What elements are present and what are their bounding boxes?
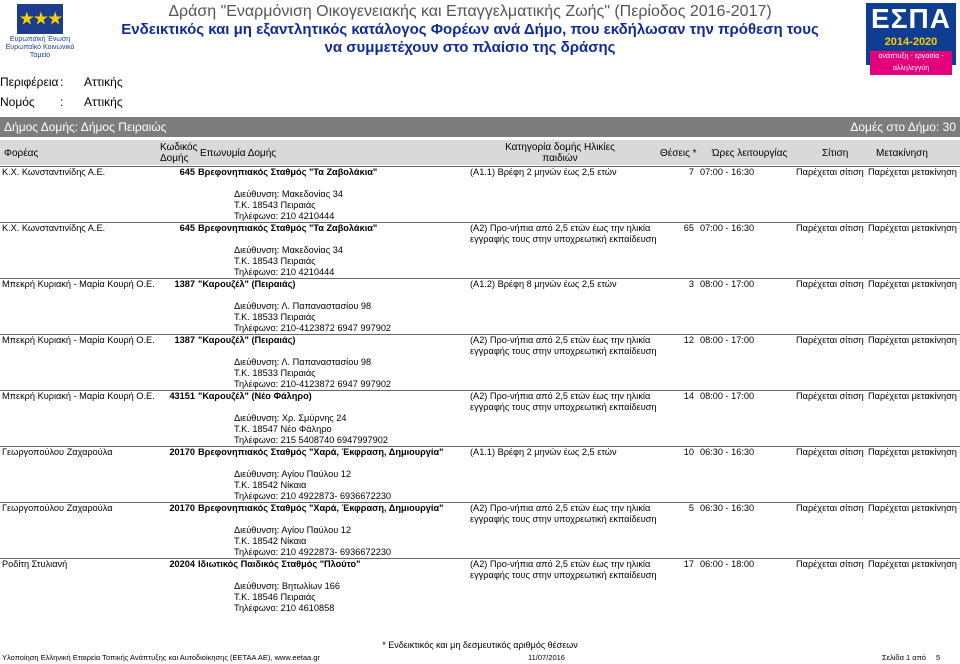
col-category: Κατηγορία δομής Ηλικίες παιδιών	[505, 142, 615, 164]
title-line-1: Δράση "Εναρμόνιση Οικογενειακής και Επαγγελματικής Ζωής" (Περίοδος 2016-2017)	[168, 3, 772, 20]
col-hours: Ώρες λειτουργίας	[712, 148, 788, 159]
title-line-2: Ενδεικτικός και μη εξαντλητικός κατάλογος Φορέων ανά Δήμο, που εκδήλωσαν την πρόθεση τους	[121, 21, 819, 38]
row-positions: 17	[670, 559, 700, 615]
col-name: Επωνυμία Δομής	[200, 148, 277, 159]
row-structure	[198, 503, 470, 559]
row-address: Διεύθυνση: Χρ. Σμύρνης 24	[234, 413, 347, 423]
row-structure-name: Βρεφονηπιακός Σταθμός "Χαρά, Έκφραση, Δημιουργία"	[198, 503, 444, 513]
row-code: 1387	[160, 335, 198, 391]
row-postal: Τ.Κ. 18546 Πειραιάς	[234, 592, 316, 602]
espa-title: ΕΣΠΑ	[871, 3, 951, 34]
espa-slogan: ανάπτυξη - εργασία - αλληλεγγύη	[870, 51, 952, 75]
row-category: (Α2) Προ-νήπια από 2,5 ετών έως την ηλικία εγγραφής τους στην υποχρεωτική εκπαίδευση	[470, 335, 670, 391]
row-positions: 14	[670, 391, 700, 447]
row-org: Μπεκρή Κυριακή - Μαρία Κουρή Ο.Ε.	[0, 391, 160, 447]
row-food: Παρέχεται σίτιση	[796, 447, 868, 503]
region-label: Περιφέρεια	[0, 75, 59, 89]
row-postal: Τ.Κ. 18533 Πειραιάς	[234, 312, 316, 322]
row-postal: Τ.Κ. 18542 Νίκαια	[234, 536, 307, 546]
row-org: Κ.Χ. Κωνσταντινίδης Α.Ε.	[0, 223, 160, 279]
row-structure-name: Ιδιωτικός Παιδικός Σταθμός "Πλούτο"	[198, 559, 361, 569]
row-address-block	[198, 189, 470, 222]
row-structure-name: Βρεφονηπιακός Σταθμός "Τα Ζαβολάκια"	[198, 223, 378, 233]
row-phone: Τηλέφωνο: 210 4210444	[234, 267, 335, 277]
row-transport: Παρέχεται μετακίνηση	[868, 559, 960, 615]
row-address: Διεύθυνση: Αγίου Παύλου 12	[234, 525, 352, 535]
row-structure	[198, 391, 470, 447]
row-org: Ροδίτη Στυλιανή	[0, 559, 160, 615]
row-positions: 3	[670, 279, 700, 335]
row-org: Γεωργοπούλου Ζαχαρούλα	[0, 447, 160, 503]
eu-logo	[4, 4, 76, 66]
row-positions: 10	[670, 447, 700, 503]
row-org: Κ.Χ. Κωνσταντινίδης Α.Ε.	[0, 167, 160, 223]
municipality-name: Δήμος Δομής: Δήμος Πειραιώς	[4, 120, 167, 134]
row-food: Παρέχεται σίτιση	[796, 223, 868, 279]
footer-credit: Υλοποίηση Ελληνική Εταιρεία Τοπικής Ανάπτυξης και Αυτοδιοίκησης (ΕΕΤΑΑ ΑΕ), www.eetaa.gr	[2, 653, 320, 662]
row-food: Παρέχεται σίτιση	[796, 167, 868, 223]
row-food: Παρέχεται σίτιση	[796, 391, 868, 447]
row-phone: Τηλέφωνο: 210 4210444	[234, 211, 335, 221]
municipality-bar	[0, 117, 960, 137]
table-row	[0, 447, 960, 503]
row-transport: Παρέχεται μετακίνηση	[868, 279, 960, 335]
col-food: Σίτιση	[822, 148, 849, 159]
row-phone: Τηλέφωνο: 210-4123872 6947 997902	[234, 323, 392, 333]
row-code: 43151	[160, 391, 198, 447]
row-org: Γεωργοπούλου Ζαχαρούλα	[0, 503, 160, 559]
title-line-3: να συμμετέχουν στο πλαίσιο της δράσης	[324, 39, 616, 56]
page-footer	[0, 653, 960, 664]
row-address-block	[198, 301, 470, 334]
row-postal: Τ.Κ. 18542 Νίκαια	[234, 480, 307, 490]
row-postal: Τ.Κ. 18547 Νέο Φάληρο	[234, 424, 332, 434]
table-header	[0, 140, 960, 165]
row-positions: 12	[670, 335, 700, 391]
row-hours: 06:30 - 16:30	[700, 503, 796, 559]
table-row	[0, 503, 960, 559]
row-address: Διεύθυνση: Λ. Παπαναστασίου 98	[234, 357, 372, 367]
structures-table	[0, 166, 960, 614]
prefecture-colon: :	[60, 95, 64, 109]
col-transport: Μετακίνηση	[876, 148, 928, 159]
row-transport: Παρέχεται μετακίνηση	[868, 223, 960, 279]
region-colon: :	[60, 75, 64, 89]
row-hours: 08:00 - 17:00	[700, 391, 796, 447]
table-row	[0, 279, 960, 335]
row-food: Παρέχεται σίτιση	[796, 335, 868, 391]
row-address-block	[198, 469, 470, 502]
region-info	[0, 72, 123, 112]
row-transport: Παρέχεται μετακίνηση	[868, 335, 960, 391]
row-hours: 08:00 - 17:00	[700, 279, 796, 335]
row-structure	[198, 167, 470, 223]
footnote: * Ενδεικτικός και μη δεσμευτικός αριθμός θέσεων	[382, 640, 578, 650]
document-title	[80, 2, 860, 57]
row-address-block	[198, 525, 470, 558]
table-row	[0, 167, 960, 223]
footer-total: 5	[936, 653, 941, 662]
row-positions: 7	[670, 167, 700, 223]
table-row	[0, 335, 960, 391]
row-food: Παρέχεται σίτιση	[796, 503, 868, 559]
row-structure	[198, 335, 470, 391]
row-category: (Α2) Προ-νήπια από 2,5 ετών έως την ηλικία εγγραφής τους στην υποχρεωτική εκπαίδευση	[470, 391, 670, 447]
row-hours: 06:30 - 16:30	[700, 447, 796, 503]
region-value: Αττικής	[84, 75, 123, 89]
row-structure-name: "Καρουζέλ" (Νέο Φάληρο)	[198, 391, 312, 401]
row-address: Διεύθυνση: Βητωλίων 166	[234, 581, 340, 591]
row-org: Μπεκρή Κυριακή - Μαρία Κουρή Ο.Ε.	[0, 279, 160, 335]
row-address-block	[198, 245, 470, 278]
col-org: Φορέας	[4, 148, 39, 159]
row-food: Παρέχεται σίτιση	[796, 559, 868, 615]
row-structure-name: "Καρουζέλ" (Πειραιάς)	[198, 335, 296, 345]
row-structure	[198, 279, 470, 335]
row-address: Διεύθυνση: Λ. Παπαναστασίου 98	[234, 301, 372, 311]
row-structure-name: "Καρουζέλ" (Πειραιάς)	[198, 279, 296, 289]
row-address-block	[198, 581, 470, 614]
row-transport: Παρέχεται μετακίνηση	[868, 447, 960, 503]
row-phone: Τηλέφωνο: 210 4922873- 6936672230	[234, 547, 392, 557]
row-phone: Τηλέφωνο: 210 4922873- 6936672230	[234, 491, 392, 501]
row-address-block	[198, 357, 470, 390]
row-structure	[198, 559, 470, 615]
row-category: (Α2) Προ-νήπια από 2,5 ετών έως την ηλικία εγγραφής τους στην υποχρεωτική εκπαίδευση	[470, 223, 670, 279]
prefecture-row	[0, 92, 123, 112]
row-transport: Παρέχεται μετακίνηση	[868, 391, 960, 447]
row-hours: 07:00 - 16:30	[700, 167, 796, 223]
row-address: Διεύθυνση: Αγίου Παύλου 12	[234, 469, 352, 479]
row-org: Μπεκρή Κυριακή - Μαρία Κουρή Ο.Ε.	[0, 335, 160, 391]
row-positions: 65	[670, 223, 700, 279]
row-transport: Παρέχεται μετακίνηση	[868, 503, 960, 559]
row-code: 645	[160, 167, 198, 223]
row-structure-name: Βρεφονηπιακός Σταθμός "Χαρά, Έκφραση, Δημιουργία"	[198, 447, 444, 457]
prefecture-label: Νομός	[0, 95, 35, 109]
footer-page: Σελίδα 1 από	[882, 653, 926, 662]
row-postal: Τ.Κ. 18533 Πειραιάς	[234, 368, 316, 378]
row-hours: 07:00 - 16:30	[700, 223, 796, 279]
row-code: 20204	[160, 559, 198, 615]
table-row	[0, 223, 960, 279]
row-postal: Τ.Κ. 18543 Πειραιάς	[234, 256, 316, 266]
region-row	[0, 72, 123, 92]
row-phone: Τηλέφωνο: 210 4610858	[234, 603, 335, 613]
row-hours: 08:00 - 17:00	[700, 335, 796, 391]
row-code: 645	[160, 223, 198, 279]
row-address: Διεύθυνση: Μακεδονίας 34	[234, 189, 343, 199]
table-row	[0, 559, 960, 615]
row-code: 1387	[160, 279, 198, 335]
row-phone: Τηλέφωνο: 215 5408740 6947997902	[234, 435, 388, 445]
row-food: Παρέχεται σίτιση	[796, 279, 868, 335]
row-positions: 5	[670, 503, 700, 559]
col-positions: Θέσεις *	[660, 148, 697, 159]
row-structure	[198, 223, 470, 279]
row-phone: Τηλέφωνο: 210-4123872 6947 997902	[234, 379, 392, 389]
row-hours: 06:00 - 18:00	[700, 559, 796, 615]
row-code: 20170	[160, 447, 198, 503]
row-category: (Α1.1) Βρέφη 2 μηνών έως 2,5 ετών	[470, 447, 670, 503]
row-transport: Παρέχεται μετακίνηση	[868, 167, 960, 223]
table-row	[0, 391, 960, 447]
eu-logo-text: Ευρωπαϊκή Ένωση Ευρωπαϊκό Κοινωνικό Ταμείο	[5, 36, 75, 59]
row-postal: Τ.Κ. 18543 Πειραιάς	[234, 200, 316, 210]
eu-flag-icon: ★★★	[17, 4, 63, 34]
row-category: (Α2) Προ-νήπια από 2,5 ετών έως την ηλικία εγγραφής τους στην υποχρεωτική εκπαίδευση	[470, 559, 670, 615]
document-header	[0, 0, 960, 72]
row-structure	[198, 447, 470, 503]
row-category: (Α2) Προ-νήπια από 2,5 ετών έως την ηλικία εγγραφής τους στην υποχρεωτική εκπαίδευση	[470, 503, 670, 559]
row-address-block	[198, 413, 470, 446]
row-category: (Α1.2) Βρέφη 8 μηνών έως 2,5 ετών	[470, 279, 670, 335]
row-category: (Α1.1) Βρέφη 2 μηνών έως 2,5 ετών	[470, 167, 670, 223]
footer-date: 11/07/2016	[528, 653, 565, 662]
col-code: Κωδικός Δομής	[160, 142, 198, 164]
row-structure-name: Βρεφονηπιακός Σταθμός "Τα Ζαβολάκια"	[198, 167, 378, 177]
prefecture-value: Αττικής	[84, 95, 123, 109]
row-code: 20170	[160, 503, 198, 559]
structures-count: Δομές στο Δήμο: 30	[850, 120, 956, 134]
espa-logo	[866, 3, 956, 72]
row-address: Διεύθυνση: Μακεδονίας 34	[234, 245, 343, 255]
espa-years: 2014-2020	[884, 36, 938, 48]
